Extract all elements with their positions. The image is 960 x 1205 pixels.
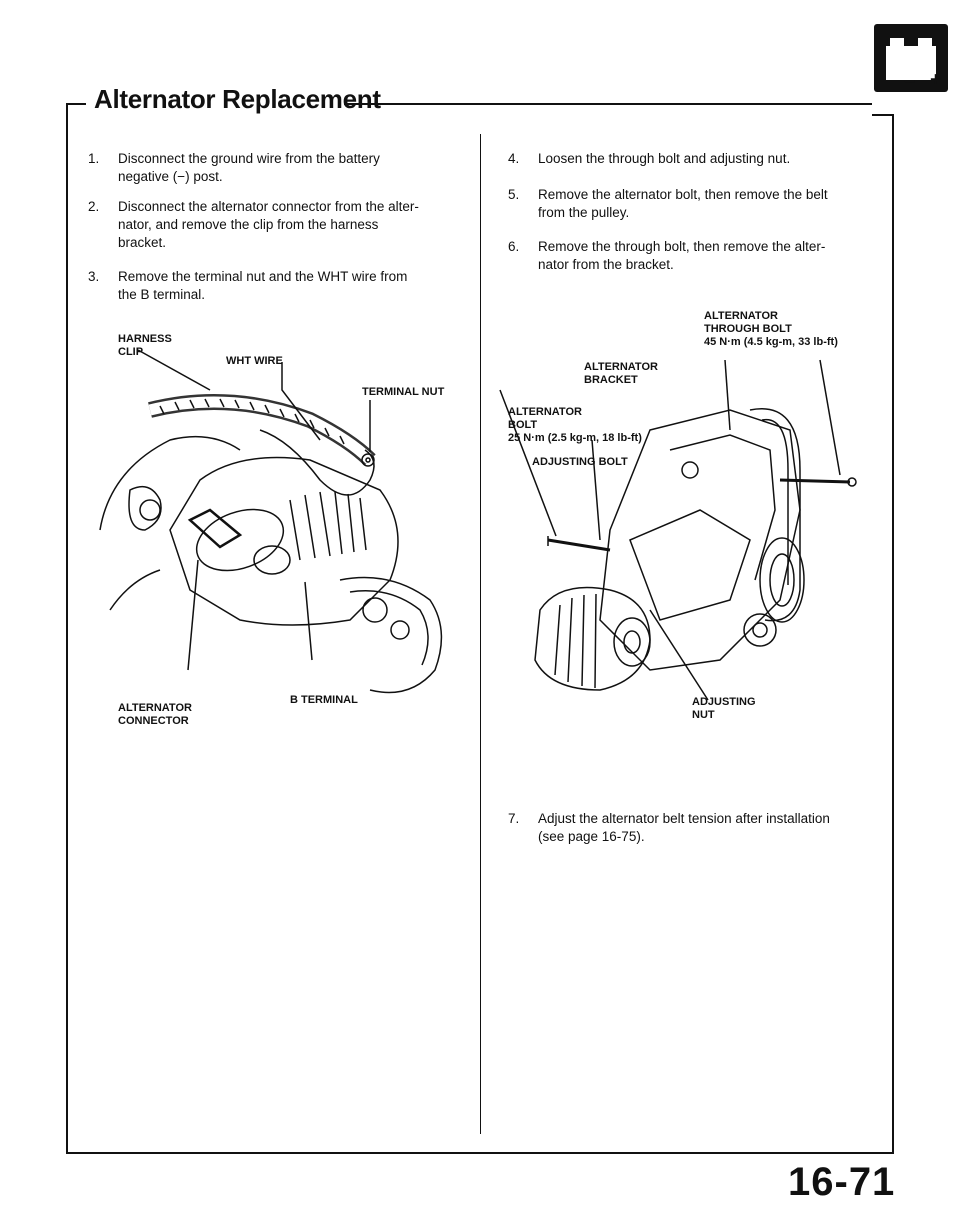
page-title: Alternator Replacement — [94, 84, 381, 114]
frame-right — [892, 114, 894, 1154]
step-text: Remove the through bolt, then remove the alter- nator from the bracket. — [538, 239, 826, 272]
title-rule-right — [344, 103, 872, 105]
step-number: 4. — [508, 151, 520, 166]
page-number: 16-71 — [788, 1160, 896, 1204]
step-number: 1. — [88, 151, 100, 166]
step-number: 6. — [508, 239, 520, 254]
label-alternator-connector: ALTERNATOR CONNECTOR — [118, 702, 192, 727]
label-harness-clip: HARNESS CLIP — [118, 333, 172, 358]
step-text: Disconnect the ground wire from the battery negative (−) post. — [118, 151, 380, 184]
label-adjusting-bolt: ADJUSTING BOLT — [532, 456, 628, 468]
step-number: 5. — [508, 187, 520, 202]
step-number: 3. — [88, 269, 100, 284]
step-text: Remove the alternator bolt, then remove the belt from the pulley. — [538, 187, 828, 220]
label-wht-wire: WHT WIRE — [226, 355, 283, 367]
step-text: Loosen the through bolt and adjusting nut. — [538, 151, 791, 166]
step-number: 2. — [88, 199, 100, 214]
step-number: 7. — [508, 811, 520, 826]
label-terminal-nut: TERMINAL NUT — [362, 386, 445, 398]
battery-icon: − + — [874, 24, 948, 92]
label-alternator-bracket: ALTERNATOR BRACKET — [584, 361, 658, 386]
label-alternator-bolt: ALTERNATOR BOLT 25 N·m (2.5 kg-m, 18 lb-ft) — [508, 406, 642, 444]
step-text: Remove the terminal nut and the WHT wire from the B terminal. — [118, 269, 408, 302]
step-text: Disconnect the alternator connector from the alter- nator, and remove the clip from the harness bracket. — [118, 199, 419, 250]
frame-left — [66, 103, 68, 1153]
column-divider — [480, 134, 481, 1134]
label-b-terminal: B TERMINAL — [290, 694, 358, 706]
step-text: Adjust the alternator belt tension after installation (see page 16-75). — [538, 811, 830, 844]
frame-bottom — [66, 1152, 894, 1154]
frame-top-right — [872, 114, 894, 116]
label-through-bolt: ALTERNATOR THROUGH BOLT 45 N·m (4.5 kg-m, 33 lb-ft) — [704, 310, 838, 348]
title-rule-left — [66, 103, 86, 105]
label-adjusting-nut: ADJUSTING NUT — [692, 696, 756, 721]
